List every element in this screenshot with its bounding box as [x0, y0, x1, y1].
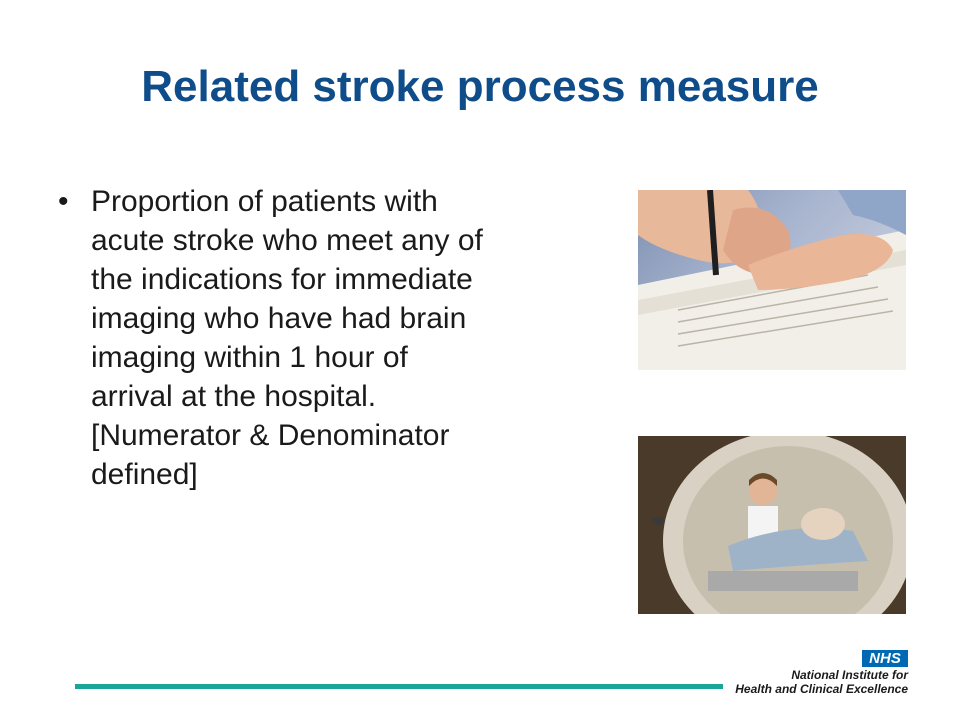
bullet-line: arrival at the hospital. — [91, 380, 377, 413]
hand-writing-illustration — [638, 190, 906, 370]
slide-title: Related stroke process measure — [141, 62, 819, 111]
ct-scanner-illustration — [638, 436, 906, 614]
bullet-line: acute stroke who meet any of — [91, 224, 483, 257]
bullet-line: the indications for immediate — [91, 263, 473, 296]
bullet-line: Proportion of patients with — [91, 185, 438, 218]
bullet-marker: • — [58, 185, 69, 218]
logo-text-line2: Health and Clinical Excellence — [735, 682, 908, 696]
bullet-line: imaging within 1 hour of — [91, 341, 408, 374]
logo-text-line1: National Institute for — [791, 668, 908, 682]
bullet-line: defined] — [91, 458, 198, 491]
bullet-line: imaging who have had brain — [91, 302, 467, 335]
bullet-list — [58, 182, 598, 494]
nhs-badge: NHS — [862, 650, 908, 667]
nice-logo — [735, 650, 908, 696]
bullet-line: [Numerator & Denominator — [91, 419, 450, 452]
bullet-item — [58, 182, 598, 494]
footer-divider — [75, 684, 723, 689]
photo-hand-writing — [638, 190, 906, 370]
photo-ct-scanner — [638, 436, 906, 614]
